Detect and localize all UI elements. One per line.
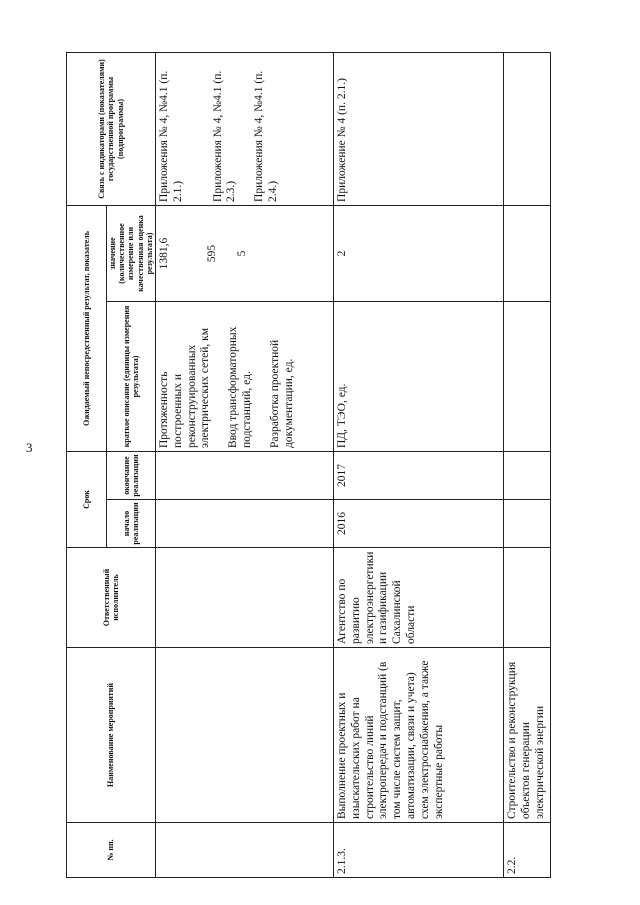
header-term-end: окончание реализации bbox=[107, 452, 156, 500]
row-num bbox=[155, 823, 333, 878]
header-name: Наименование мероприятий bbox=[67, 648, 156, 823]
table-row bbox=[155, 52, 333, 877]
row-result-value: 2 bbox=[333, 205, 503, 301]
header-row-1 bbox=[67, 52, 107, 877]
row-executor bbox=[155, 548, 333, 648]
row-end bbox=[155, 452, 333, 500]
result-link-2: Приложения № 4, №4.1 (п. 2.3.) bbox=[211, 70, 238, 202]
row-link bbox=[503, 52, 550, 205]
row-num: 2.1.3. bbox=[333, 823, 503, 878]
header-link: Связь с индикаторами (показателями) государственной программы (подпрограммы) bbox=[67, 52, 156, 205]
row-result-desc bbox=[503, 302, 550, 452]
row-result-desc bbox=[155, 302, 333, 452]
row-result-value bbox=[155, 205, 333, 301]
row-result-value bbox=[503, 205, 550, 301]
header-term-start: начало реализации bbox=[107, 500, 156, 548]
header-result-desc: краткое описание (единицы измерения результата) bbox=[107, 302, 156, 452]
header-term: Срок bbox=[67, 452, 107, 548]
result-value-3: 5 bbox=[235, 250, 248, 257]
row-link: Приложение № 4 (п. 2.1.) bbox=[333, 52, 503, 205]
result-value-1: 1381,6 bbox=[157, 237, 170, 270]
row-end bbox=[503, 452, 550, 500]
row-start bbox=[503, 500, 550, 548]
row-link bbox=[155, 52, 333, 205]
header-executor: Ответственный исполнитель bbox=[67, 548, 156, 648]
header-result: Ожидаемый непосредственный результат, показатель bbox=[67, 205, 107, 451]
result-desc-1: Протяженность построенных и реконструированных электрических сетей, км bbox=[157, 328, 212, 448]
result-desc-3: Разработка проектной документации, ед. bbox=[268, 339, 295, 448]
result-link-3: Приложения № 4, №4.1 (п. 2.4.) bbox=[253, 70, 279, 202]
row-start: 2016 bbox=[333, 500, 503, 548]
rotated-table-container bbox=[66, 53, 551, 878]
header-result-value: значение (количественное измерение или качественная оценка результата) bbox=[107, 205, 156, 301]
result-desc-2: Ввод трансформаторных подстанций, ед. bbox=[227, 326, 253, 448]
header-num: № пп. bbox=[67, 823, 156, 878]
table-row bbox=[503, 52, 550, 877]
row-name bbox=[155, 648, 333, 823]
result-link-1: Приложения № 4, №4.1 (п. 2.1.) bbox=[157, 70, 184, 202]
page-number: 3 bbox=[26, 440, 33, 455]
row-end: 2017 bbox=[333, 452, 503, 500]
row-executor: Агентство по развитию электроэнергетики и газификации Сахалинской области bbox=[333, 548, 503, 648]
table-row bbox=[333, 52, 503, 877]
measures-table bbox=[66, 52, 551, 878]
row-result-desc: ПД, ТЭО, ед. bbox=[333, 302, 503, 452]
row-executor bbox=[503, 548, 550, 648]
row-name: Строительство и реконструкция объектов генерации электрической энергии bbox=[503, 648, 550, 823]
row-num: 2.2. bbox=[503, 823, 550, 878]
row-start bbox=[155, 500, 333, 548]
result-value-2: 595 bbox=[205, 244, 218, 263]
row-name: Выполнение проектных и изыскательских работ на строительство линий электропередач и подстанций (в том числе систем защит, автоматизации, связи и учета) схем электроснабжения, а также экспертные работы bbox=[333, 648, 503, 823]
